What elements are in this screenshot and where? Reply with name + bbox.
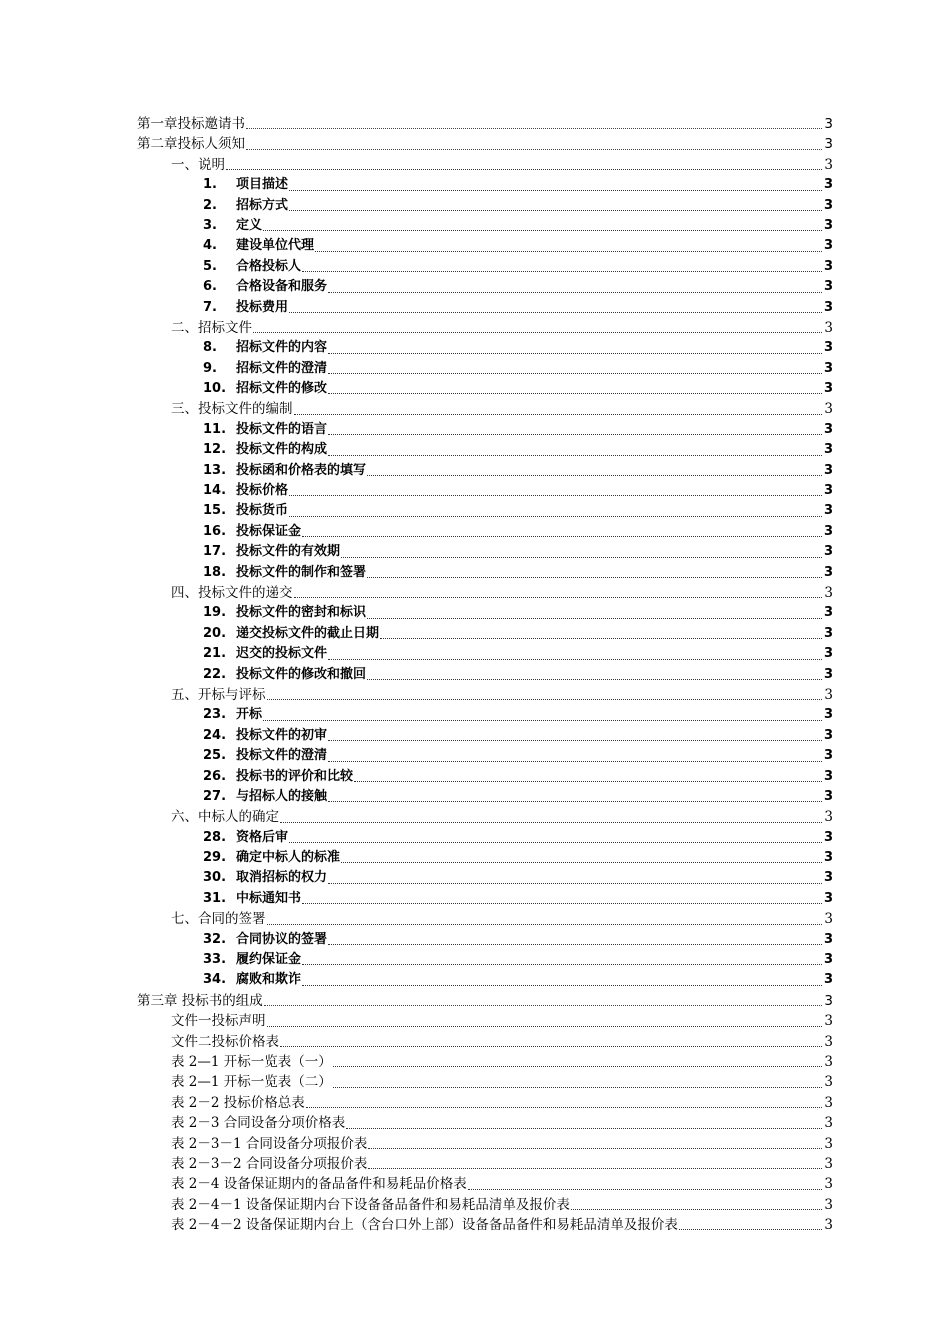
toc-entry-title [203, 624, 379, 644]
toc-entry-title [203, 746, 327, 766]
toc-entry-title: 表 2—1 开标一览表（二） [171, 1074, 332, 1091]
toc-entry-label: 递交投标文件的截止日期 [236, 625, 380, 641]
dot-leader [468, 1188, 823, 1190]
toc-page-number: 3 [824, 1074, 833, 1091]
toc-page-number: 3 [823, 788, 833, 804]
toc-page-number: 3 [824, 1033, 833, 1050]
toc-page-number: 3 [823, 360, 833, 376]
toc-page-number: 3 [824, 116, 833, 132]
dot-leader [368, 1147, 822, 1149]
toc-entry[interactable] [0, 1195, 833, 1215]
toc-entry[interactable] [0, 1093, 833, 1113]
toc-entry[interactable] [0, 624, 833, 644]
toc-entry[interactable] [0, 338, 833, 358]
toc-page-number: 3 [823, 870, 833, 886]
toc-entry-label: 合同协议的签署 [236, 931, 328, 947]
toc-entry-title [203, 603, 366, 623]
toc-entry[interactable] [0, 318, 833, 338]
toc-entry-label: 腐败和欺诈 [236, 972, 302, 988]
toc-page-number: 3 [823, 299, 833, 315]
toc-entry[interactable] [0, 134, 833, 154]
toc-page-number: 3 [823, 931, 833, 947]
toc-entry[interactable] [0, 399, 833, 419]
toc-entry-label: 建设单位代理 [236, 238, 315, 254]
toc-entry-number: 14. [203, 483, 227, 499]
toc-entry[interactable] [0, 1032, 833, 1052]
toc-page-number: 3 [823, 748, 833, 764]
toc-page-number: 3 [823, 972, 833, 988]
toc-entry-title [203, 767, 353, 787]
toc-entry[interactable] [0, 542, 833, 562]
toc-page-number: 3 [824, 809, 833, 826]
toc-page-number: 3 [823, 177, 833, 193]
toc-entry[interactable] [0, 1215, 833, 1235]
dot-leader [328, 454, 822, 456]
toc-entry-title [203, 257, 301, 277]
toc-entry-label: 项目描述 [236, 177, 289, 193]
toc-entry-number: 5. [203, 258, 217, 274]
toc-entry[interactable] [0, 705, 833, 725]
dot-leader [328, 291, 822, 293]
toc-entry-title: 四、投标文件的递交 [171, 584, 293, 601]
toc-entry-title [203, 522, 301, 542]
toc-entry-title [203, 563, 366, 583]
dot-leader [280, 821, 822, 823]
toc-entry[interactable] [0, 767, 833, 787]
toc-page-number: 3 [823, 238, 833, 254]
dot-leader [367, 474, 822, 476]
toc-entry-title [203, 420, 327, 440]
toc-entry-title [203, 848, 340, 868]
toc-page-number: 3 [823, 952, 833, 968]
toc-entry-title: 表 2－4－1 设备保证期内台下设备备品备件和易耗品清单及报价表 [171, 1196, 570, 1213]
dot-leader [289, 311, 822, 313]
toc-entry[interactable] [0, 196, 833, 216]
toc-page-number: 3 [824, 584, 833, 601]
toc-page-number: 3 [823, 462, 833, 478]
toc-page-number: 3 [824, 1013, 833, 1030]
dot-leader [267, 698, 823, 700]
toc-entry-label: 招标文件的内容 [236, 340, 328, 356]
toc-page-number: 3 [823, 421, 833, 437]
toc-entry-label: 合格设备和服务 [236, 279, 328, 295]
toc-entry-label: 资格后审 [236, 829, 289, 845]
toc-entry[interactable] [0, 257, 833, 277]
toc-entry-label: 招标方式 [236, 197, 289, 213]
toc-entry[interactable] [0, 828, 833, 848]
toc-entry-title [203, 950, 301, 970]
toc-entry-title: 二、招标文件 [171, 319, 252, 336]
toc-page-number: 3 [823, 503, 833, 519]
toc-entry-label: 投标文件的构成 [236, 442, 328, 458]
toc-entry-label: 招标文件的修改 [236, 381, 328, 397]
toc-page-number: 3 [823, 625, 833, 641]
toc-entry-title [203, 236, 314, 256]
dot-leader [333, 1086, 823, 1088]
dot-leader [571, 1208, 823, 1210]
toc-entry-number: 22. [203, 666, 227, 682]
toc-entry-number: 4. [203, 238, 217, 254]
toc-entry[interactable] [0, 787, 833, 807]
toc-page-number: 3 [823, 727, 833, 743]
dot-leader [368, 1167, 822, 1169]
toc-entry-number: 32. [203, 931, 227, 947]
dot-leader [263, 229, 822, 231]
toc-entry-label: 投标文件的有效期 [236, 544, 341, 560]
toc-page-number: 3 [824, 686, 833, 703]
toc-entry-title: 三、投标文件的编制 [171, 401, 293, 418]
toc-entry-title: 第三章 投标书的组成 [137, 992, 263, 1009]
dot-leader [263, 719, 822, 721]
toc-page-number: 3 [823, 544, 833, 560]
toc-entry-title: 七、合同的签署 [171, 911, 266, 928]
toc-entry-title [203, 298, 288, 318]
toc-entry-number: 17. [203, 544, 227, 560]
toc-entry[interactable] [0, 155, 833, 175]
dot-leader [328, 372, 822, 374]
toc-entry-number: 9. [203, 360, 217, 376]
toc-entry-label: 投标保证金 [236, 523, 302, 539]
toc-page-number: 3 [824, 401, 833, 418]
toc-entry-label: 投标货币 [236, 503, 289, 519]
toc-page-number: 3 [823, 340, 833, 356]
toc-page-number: 3 [823, 829, 833, 845]
toc-entry-label: 开标 [236, 707, 263, 723]
dot-leader [294, 596, 823, 598]
dot-leader [267, 1025, 823, 1027]
toc-entry-label: 投标费用 [236, 299, 289, 315]
dot-leader [341, 861, 822, 863]
toc-entry-label: 投标价格 [236, 483, 289, 499]
toc-page-number: 3 [823, 483, 833, 499]
toc-page-number: 3 [823, 850, 833, 866]
toc-entry-label: 招标文件的澄清 [236, 360, 328, 376]
table-of-contents [0, 114, 950, 1235]
toc-entry-title: 表 2—1 开标一览表（一） [171, 1053, 332, 1070]
toc-entry-title [203, 787, 327, 807]
toc-entry-number: 20. [203, 625, 227, 641]
toc-entry-title [203, 726, 327, 746]
toc-entry-title [203, 705, 262, 725]
dot-leader [306, 1106, 823, 1108]
dot-leader [289, 515, 822, 517]
toc-entry[interactable] [0, 909, 833, 929]
toc-entry[interactable] [0, 563, 833, 583]
toc-entry-number: 12. [203, 442, 227, 458]
dot-leader [328, 882, 822, 884]
dot-leader [367, 678, 822, 680]
toc-entry-title [203, 216, 262, 236]
toc-entry-title [203, 461, 366, 481]
toc-entry-title [203, 665, 366, 685]
toc-page-number: 3 [823, 768, 833, 784]
toc-entry[interactable] [0, 685, 833, 705]
dot-leader [226, 168, 822, 170]
toc-entry[interactable] [0, 950, 833, 970]
dot-leader [289, 494, 822, 496]
dot-leader [302, 270, 822, 272]
toc-entry-number: 6. [203, 279, 217, 295]
toc-entry-number: 25. [203, 748, 227, 764]
toc-entry[interactable] [0, 970, 833, 990]
toc-entry-title [203, 379, 327, 399]
toc-entry-title [203, 970, 301, 990]
toc-entry[interactable] [0, 930, 833, 950]
toc-entry[interactable] [0, 889, 833, 909]
toc-entry-label: 取消招标的权力 [236, 870, 328, 886]
dot-leader [289, 189, 822, 191]
toc-entry-number: 13. [203, 462, 227, 478]
toc-entry-title [203, 542, 340, 562]
toc-entry[interactable] [0, 461, 833, 481]
toc-entry[interactable] [0, 1011, 833, 1031]
dot-leader [333, 1065, 823, 1067]
toc-entry-label: 投标文件的制作和签署 [236, 564, 367, 580]
toc-entry[interactable] [0, 1134, 833, 1154]
toc-entry-number: 2. [203, 197, 217, 213]
toc-entry[interactable] [0, 1113, 833, 1133]
toc-entry-number: 18. [203, 564, 227, 580]
dot-leader [315, 250, 822, 252]
toc-entry-number: 31. [203, 890, 227, 906]
dot-leader [328, 760, 822, 762]
toc-entry-label: 履约保证金 [236, 952, 302, 968]
dot-leader [246, 127, 822, 129]
dot-leader [302, 902, 822, 904]
toc-entry-title: 第一章投标邀请书 [137, 116, 245, 132]
toc-page-number: 3 [824, 1135, 833, 1152]
toc-entry-title: 文件一投标声明 [171, 1013, 266, 1030]
toc-entry-number: 7. [203, 299, 217, 315]
toc-entry-title: 表 2－4 设备保证期内的备品备件和易耗品价格表 [171, 1176, 467, 1193]
toc-entry[interactable] [0, 603, 833, 623]
toc-entry-number: 30. [203, 870, 227, 886]
toc-entry-title [203, 175, 288, 195]
toc-page-number: 3 [824, 1053, 833, 1070]
toc-entry-number: 24. [203, 727, 227, 743]
dot-leader [328, 943, 822, 945]
toc-entry-title [203, 338, 327, 358]
toc-entry-title: 表 2－3－2 合同设备分项报价表 [171, 1155, 368, 1172]
toc-entry[interactable] [0, 583, 833, 603]
toc-page-number: 3 [823, 605, 833, 621]
dot-leader [341, 556, 822, 558]
toc-page-number: 3 [824, 1176, 833, 1193]
toc-entry-label: 投标函和价格表的填写 [236, 462, 367, 478]
toc-entry-label: 投标文件的初审 [236, 727, 328, 743]
dot-leader [328, 800, 822, 802]
toc-entry[interactable] [0, 868, 833, 888]
toc-entry[interactable] [0, 114, 833, 134]
toc-entry-title: 表 2－2 投标价格总表 [171, 1094, 305, 1111]
dot-leader [267, 923, 823, 925]
dot-leader [302, 984, 822, 986]
toc-entry[interactable] [0, 359, 833, 379]
toc-entry-label: 确定中标人的标准 [236, 850, 341, 866]
toc-page-number: 3 [824, 911, 833, 928]
toc-entry-number: 27. [203, 788, 227, 804]
dot-leader [328, 352, 822, 354]
toc-entry[interactable] [0, 298, 833, 318]
toc-entry-number: 1. [203, 177, 217, 193]
dot-leader [302, 963, 822, 965]
toc-entry-title [203, 889, 301, 909]
toc-entry[interactable] [0, 277, 833, 297]
toc-entry-label: 中标通知书 [236, 890, 302, 906]
toc-entry-label: 投标文件的修改和撤回 [236, 666, 367, 682]
toc-entry-title [203, 481, 288, 501]
toc-entry-title: 表 2－4－2 设备保证期内台上（含台口外上部）设备备品备件和易耗品清单及报价表 [171, 1217, 678, 1234]
toc-entry[interactable] [0, 848, 833, 868]
toc-entry-title: 一、说明 [171, 156, 225, 173]
toc-entry-title [203, 828, 288, 848]
toc-page-number: 3 [824, 1217, 833, 1234]
toc-entry[interactable] [0, 726, 833, 746]
toc-entry-title [203, 644, 327, 664]
dot-leader [246, 148, 822, 150]
toc-entry-label: 投标文件的澄清 [236, 748, 328, 764]
toc-entry-title [203, 930, 327, 950]
toc-page-number: 3 [823, 258, 833, 274]
toc-page-number: 3 [823, 707, 833, 723]
toc-entry[interactable] [0, 1072, 833, 1092]
toc-page-number: 3 [824, 992, 833, 1009]
toc-page-number: 3 [824, 1094, 833, 1111]
toc-page-number: 3 [824, 1115, 833, 1132]
toc-entry-title: 表 2－3－1 合同设备分项报价表 [171, 1135, 368, 1152]
dot-leader [280, 1045, 822, 1047]
toc-entry-title [203, 440, 327, 460]
toc-entry-number: 15. [203, 503, 227, 519]
toc-entry[interactable] [0, 481, 833, 501]
toc-entry-label: 迟交的投标文件 [236, 646, 328, 662]
toc-page-number: 3 [824, 319, 833, 336]
dot-leader [367, 617, 822, 619]
toc-page-number: 3 [823, 646, 833, 662]
toc-page-number: 3 [823, 279, 833, 295]
toc-entry-number: 21. [203, 646, 227, 662]
toc-entry[interactable] [0, 175, 833, 195]
toc-entry-title [203, 501, 288, 521]
toc-entry[interactable] [0, 1174, 833, 1194]
toc-entry[interactable] [0, 991, 833, 1011]
toc-entry[interactable] [0, 501, 833, 521]
toc-entry[interactable] [0, 236, 833, 256]
toc-entry[interactable] [0, 807, 833, 827]
toc-entry-title: 表 2－3 合同设备分项价格表 [171, 1115, 346, 1132]
dot-leader [294, 413, 823, 415]
toc-entry-title [203, 868, 327, 888]
toc-entry-number: 29. [203, 850, 227, 866]
dot-leader [354, 780, 822, 782]
toc-entry[interactable] [0, 644, 833, 664]
toc-entry[interactable] [0, 746, 833, 766]
toc-page-number: 3 [823, 666, 833, 682]
toc-page-number: 3 [823, 564, 833, 580]
toc-page-number: 3 [823, 217, 833, 233]
toc-entry-number: 23. [203, 707, 227, 723]
dot-leader [253, 331, 822, 333]
dot-leader [679, 1228, 823, 1230]
toc-entry-title [203, 196, 288, 216]
toc-entry[interactable] [0, 216, 833, 236]
toc-entry-title: 文件二投标价格表 [171, 1033, 279, 1050]
dot-leader [302, 535, 822, 537]
toc-entry-number: 28. [203, 829, 227, 845]
toc-entry-label: 投标文件的语言 [236, 421, 328, 437]
toc-entry-number: 3. [203, 217, 217, 233]
toc-page-number: 3 [823, 381, 833, 397]
toc-entry-title [203, 359, 327, 379]
toc-entry-title: 六、中标人的确定 [171, 809, 279, 826]
toc-entry[interactable] [0, 1052, 833, 1072]
dot-leader [289, 841, 822, 843]
toc-entry[interactable] [0, 522, 833, 542]
toc-entry-label: 投标书的评价和比较 [236, 768, 354, 784]
toc-entry-label: 投标文件的密封和标识 [236, 605, 367, 621]
toc-entry[interactable] [0, 420, 833, 440]
toc-page-number: 3 [823, 890, 833, 906]
dot-leader [289, 209, 822, 211]
toc-page-number: 3 [824, 156, 833, 173]
toc-entry-title: 五、开标与评标 [171, 686, 266, 703]
toc-entry-label: 合格投标人 [236, 258, 302, 274]
toc-entry[interactable] [0, 665, 833, 685]
toc-entry[interactable] [0, 379, 833, 399]
toc-entry-label: 定义 [236, 217, 263, 233]
toc-entry-number: 10. [203, 381, 227, 397]
toc-entry[interactable] [0, 440, 833, 460]
dot-leader [367, 576, 822, 578]
toc-entry-label: 与招标人的接触 [236, 788, 328, 804]
toc-page-number: 3 [823, 197, 833, 213]
toc-entry[interactable] [0, 1154, 833, 1174]
toc-entry-title [203, 277, 327, 297]
toc-entry-number: 11. [203, 421, 227, 437]
toc-entry-title: 第二章投标人须知 [137, 136, 245, 153]
dot-leader [328, 392, 822, 394]
toc-page-number: 3 [824, 1196, 833, 1213]
dot-leader [328, 739, 822, 741]
dot-leader [328, 658, 822, 660]
toc-entry-number: 26. [203, 768, 227, 784]
toc-entry-number: 8. [203, 340, 217, 356]
toc-page-number: 3 [823, 523, 833, 539]
toc-page-number: 3 [824, 136, 833, 153]
toc-entry-number: 16. [203, 523, 227, 539]
toc-page-number: 3 [823, 442, 833, 458]
toc-entry-number: 19. [203, 605, 227, 621]
toc-page-number: 3 [824, 1155, 833, 1172]
dot-leader [328, 433, 822, 435]
dot-leader [346, 1127, 822, 1129]
toc-entry-number: 34. [203, 972, 227, 988]
toc-entry-number: 33. [203, 952, 227, 968]
dot-leader [380, 637, 822, 639]
dot-leader [264, 1004, 823, 1006]
